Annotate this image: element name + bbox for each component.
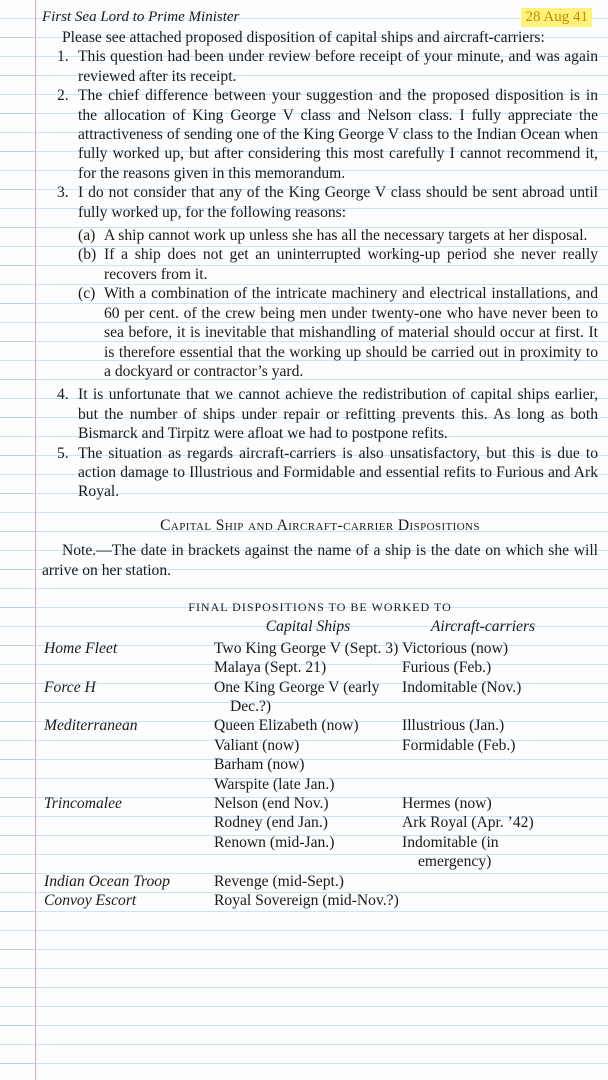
table-title: FINAL DISPOSITIONS TO BE WORKED TO <box>188 599 452 614</box>
sub-item-a <box>42 226 598 245</box>
item-number: 5. <box>57 444 69 462</box>
capital-ship-entry: Rodney (end Jan.) <box>214 814 328 832</box>
sub-item-b <box>42 245 598 284</box>
table-row <box>44 794 564 872</box>
item-number: 4. <box>57 386 69 404</box>
sub-item-text: With a combination of the intricate machinery and electrical installations, and 60 per cent. of the crew being men under twenty-one who have never been to sea before, it is inevitable that mishandling of material should occur at first. It is therefore essential that the working up should be carried out in proximity to a dockyard or contractor’s yard. <box>104 285 598 380</box>
aircraft-carriers-cell <box>402 872 564 911</box>
capital-ship-entry: Revenge (mid-Sept.) <box>214 872 344 890</box>
column-header-capital-ships: Capital Ships <box>265 618 351 636</box>
capital-ships-cell <box>214 678 402 717</box>
capital-ship-entry: Renown (mid-Jan.) <box>214 833 335 851</box>
table-row <box>44 639 564 678</box>
aircraft-carriers-cell <box>402 678 564 717</box>
numbered-item-2 <box>42 86 598 183</box>
station-name: Force H <box>44 678 96 696</box>
sub-item-c <box>42 284 598 381</box>
capital-ship-entry: Warspite (late Jan.) <box>214 775 335 793</box>
carrier-entry: Victorious (now) <box>402 639 509 657</box>
capital-ship-entry: Royal Sovereign (mid-Nov.?) <box>214 892 399 910</box>
section-heading: Capital Ship and Aircraft-carrier Dispositions <box>160 516 480 534</box>
capital-ships-cell <box>214 872 402 911</box>
capital-ship-entry: Valiant (now) <box>214 736 300 754</box>
capital-ship-entry: Two King George V (Sept. 3) <box>214 639 399 657</box>
column-header-aircraft-carriers: Aircraft-carriers <box>430 618 536 636</box>
table-row <box>44 716 564 794</box>
memo-title: First Sea Lord to Prime Minister <box>42 9 240 25</box>
capital-ship-entry: Malaya (Sept. 21) <box>214 659 327 677</box>
aircraft-carriers-cell <box>402 794 564 872</box>
item-text: I do not consider that any of the King George V class should be sent abroad until fully worked up, for the following reasons: <box>78 184 598 221</box>
table-header-row <box>44 617 564 638</box>
item-text: The chief difference between your suggestion and the proposed disposition is in the allocation of King George V class and Nelson class. I fully appreciate the attractiveness of sending one of the King George V class to the Indian Ocean when fully worked up, but after considering this most carefully I cannot recommend it, for the reasons given in this memorandum. <box>78 87 598 182</box>
aircraft-carriers-cell <box>402 639 564 678</box>
sub-item-text: A ship cannot work up unless she has all the necessary targets at her disposal. <box>104 227 588 245</box>
item-number: 3. <box>57 184 69 202</box>
capital-ships-cell <box>214 794 402 872</box>
carrier-entry: Hermes (now) <box>402 795 492 813</box>
item-text: The situation as regards aircraft-carriers is also unsatisfactory, but this is due to action damage to Illustrious and Formidable and essential refits to Furious and Ark Royal. <box>78 444 598 501</box>
memo-body <box>42 8 598 910</box>
capital-ship-entry: Nelson (end Nov.) <box>214 795 329 813</box>
numbered-item-3 <box>42 183 598 222</box>
table-row <box>44 678 564 717</box>
item-text: It is unfortunate that we cannot achieve the redistribution of capital ships earlier, but the number of ships under repair or refitting prevents this. As long as both Bismarck and Tirpitz were afloat we had to postpone refits. <box>78 386 598 443</box>
station-name: Indian Ocean Troop Convoy Escort <box>44 872 170 910</box>
intro-paragraph: Please see attached proposed disposition of capital ships and aircraft-carriers: <box>62 29 545 46</box>
note-paragraph: Note.—The date in brackets against the name of a ship is the date on which she will arrive on her station. <box>42 542 598 579</box>
capital-ship-entry: Barham (now) <box>214 756 305 774</box>
margin-ticks <box>0 0 34 1080</box>
station-name: Home Fleet <box>44 639 118 657</box>
memo-header <box>42 8 598 28</box>
capital-ship-entry: One King George V (early Dec.?) <box>214 678 380 715</box>
numbered-item-4 <box>42 385 598 443</box>
capital-ship-entry: Queen Elizabeth (now) <box>214 717 359 735</box>
item-text: This question had been under review before receipt of your minute, and was again reviewed after its receipt. <box>78 48 598 85</box>
sub-item-letter: (b) <box>78 246 97 264</box>
carrier-entry: Furious (Feb.) <box>402 659 492 677</box>
numbered-item-1 <box>42 47 598 86</box>
carrier-entry: Indomitable (Nov.) <box>402 678 522 696</box>
memo-date-highlighted: 28 Aug 41 <box>521 8 592 27</box>
numbered-item-5 <box>42 444 598 502</box>
station-name: Trincomalee <box>44 795 122 813</box>
table-row <box>44 872 564 911</box>
item-number: 1. <box>57 48 69 66</box>
carrier-entry: Illustrious (Jan.) <box>402 717 505 735</box>
dispositions-table <box>44 617 564 910</box>
item-number: 2. <box>57 87 69 105</box>
sub-item-letter: (a) <box>78 227 96 245</box>
capital-ships-cell <box>214 639 402 678</box>
carrier-entry: Formidable (Feb.) <box>402 736 516 754</box>
sub-item-text: If a ship does not get an uninterrupted working-up period she never really recovers from it. <box>104 246 598 283</box>
carrier-entry: Indomitable (in emergency) <box>402 833 499 871</box>
capital-ships-cell <box>214 716 402 794</box>
aircraft-carriers-cell <box>402 716 564 794</box>
station-name: Mediterranean <box>44 717 138 735</box>
sub-item-letter: (c) <box>78 285 96 303</box>
carrier-entry: Ark Royal (Apr. ’42) <box>402 814 534 832</box>
